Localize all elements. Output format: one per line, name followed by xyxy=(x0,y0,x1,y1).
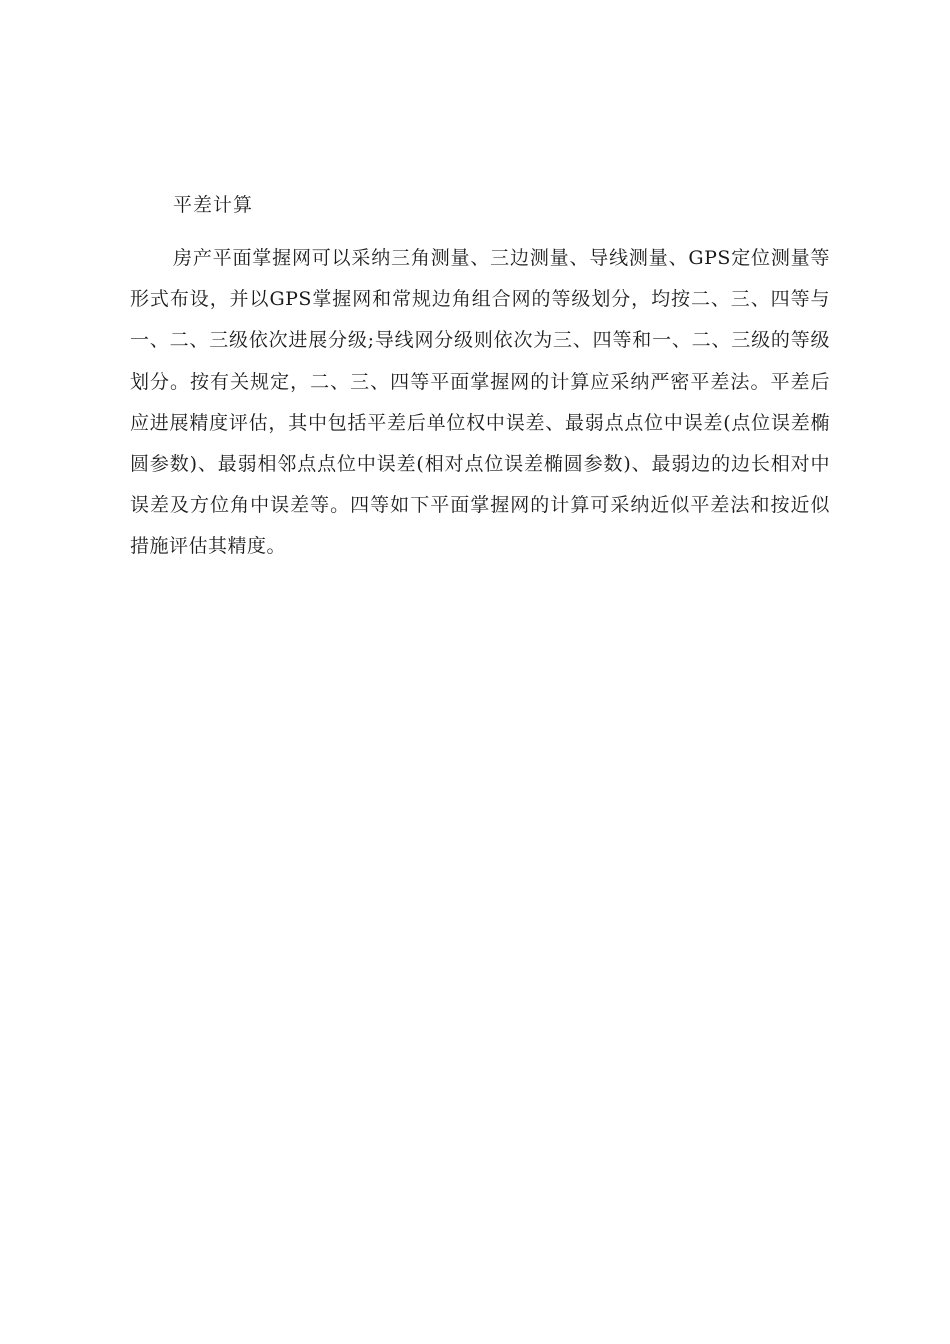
section-heading: 平差计算 xyxy=(173,194,254,216)
body-paragraph: 房产平面掌握网可以采纳三角测量、三边测量、导线测量、GPS定位测量等形式布设，并以GPS掌握网和常规边角组合网的等级划分，均按二、三、四等与一、二、三级依次进展分级;导线网分级则依次为三、四等和一、二、三级的等级划分。按有关规定，二、三、四等平面掌握网的计算应采纳严密平差法。平差后应进展精度评估，其中包括平差后单位权中误差、最弱点点位中误差(点位误差椭圆参数)、最弱相邻点点位中误差(相对点位误差椭圆参数)、最弱边的边长相对中误差及方位角中误差等。四等如下平面掌握网的计算可采纳近似平差法和按近似措施评估其精度。 xyxy=(130,247,830,558)
